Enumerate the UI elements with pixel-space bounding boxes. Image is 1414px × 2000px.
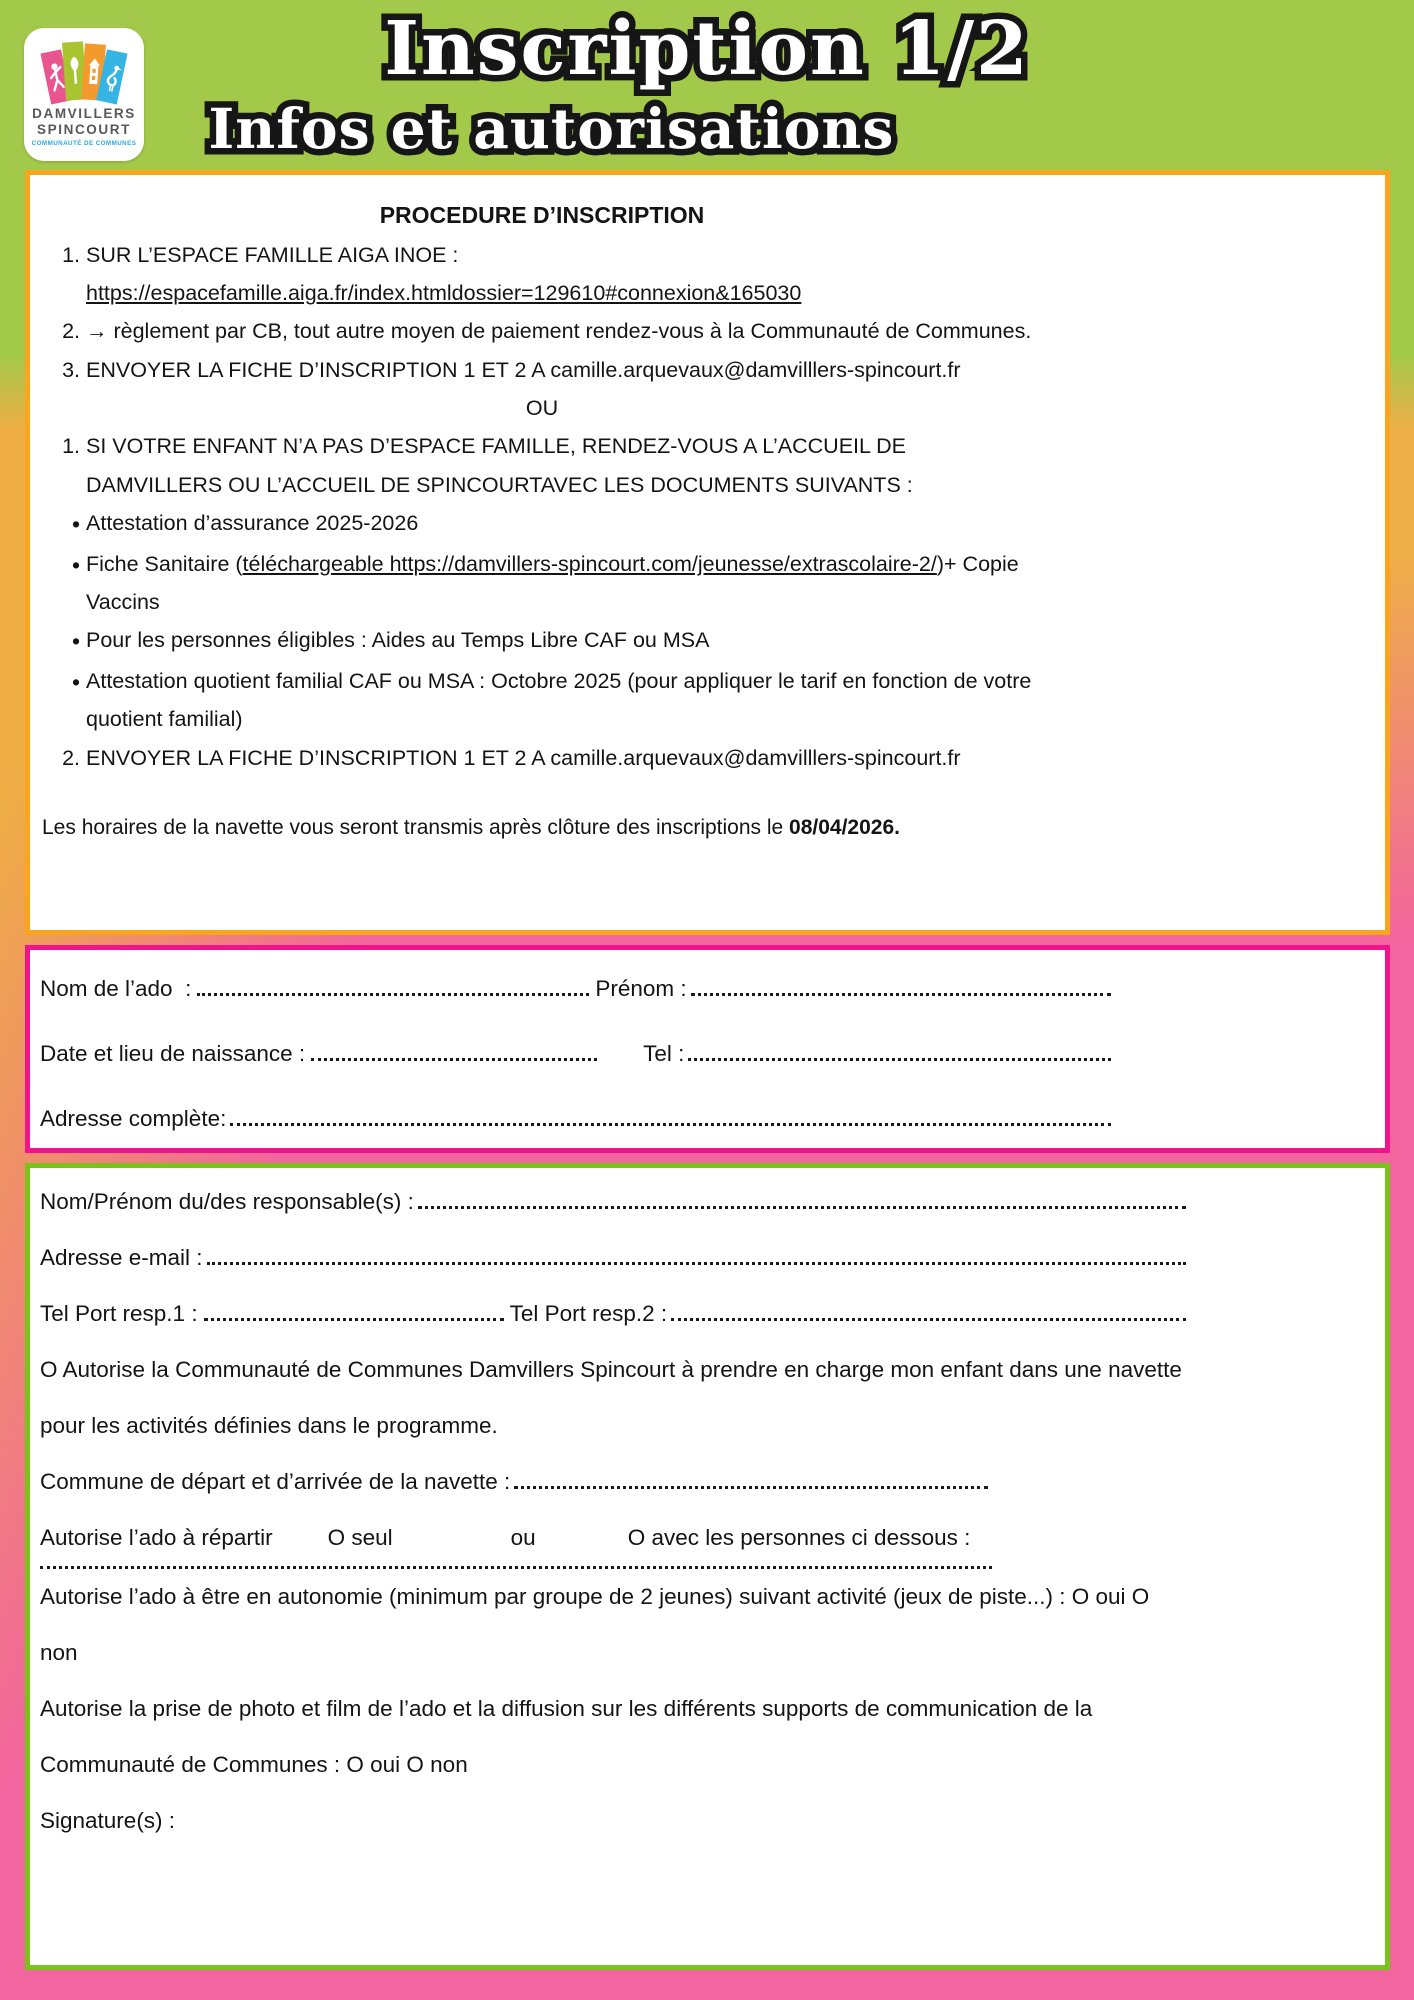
item-number: 1. bbox=[62, 434, 80, 459]
item-text: Fiche Sanitaire (téléchargeable https://damvillers-spincourt.com/jeunesse/extrascolaire-2/)+ Copie Vaccins bbox=[86, 551, 1019, 614]
child-firstname-fill-line bbox=[691, 993, 1111, 996]
birth-fill-line bbox=[311, 1058, 597, 1061]
list-item bbox=[42, 504, 1042, 545]
photo-authorisation-text: Autorise la prise de photo et film de l’ado et la diffusion sur les différents supports de communication de la Communauté de Communes : O oui O non bbox=[40, 1696, 1093, 1777]
item-text: Attestation d’assurance 2025-2026 bbox=[86, 510, 419, 535]
autonomy-authorisation-text: Autorise l’ado à être en autonomie (minimum par groupe de 2 jeunes) suivant activité (jeux de piste...) : O oui O non bbox=[40, 1584, 1150, 1665]
address-label: Adresse complète: bbox=[40, 1106, 227, 1131]
espace-famille-link[interactable]: https://espacefamille.aiga.fr/index.htmldossier=129610#connexion&165030 bbox=[86, 281, 802, 306]
logo-subtitle: COMMUNAUTÉ DE COMMUNES bbox=[31, 140, 137, 148]
item-text: ENVOYER LA FICHE D’INSCRIPTION 1 ET 2 A camille.arquevaux@damvilllers-spincourt.fr bbox=[86, 357, 961, 382]
item-text: → règlement par CB, tout autre moyen de paiement rendez-vous à la Communauté de Communes. bbox=[86, 319, 1032, 344]
option-seul: O seul bbox=[327, 1525, 393, 1550]
child-phone-fill-line bbox=[688, 1058, 1111, 1061]
item-number: 2. bbox=[62, 745, 80, 770]
item-number: 1. bbox=[62, 242, 80, 267]
closing-date: 08/04/2026. bbox=[789, 816, 900, 839]
child-lastname-fill-line bbox=[197, 993, 589, 996]
email-label: Adresse e-mail : bbox=[40, 1245, 203, 1270]
leave-alone-row bbox=[40, 1510, 1190, 1566]
shuttle-commune-row bbox=[40, 1454, 992, 1510]
item-text: SI VOTRE ENFANT N’A PAS D’ESPACE FAMILLE, RENDEZ-VOUS A L’ACCUEIL DE DAMVILLERS OU L’ACCUEIL DE SPINCOURTAVEC LES DOCUMENTS SUIVANTS : bbox=[86, 434, 913, 497]
bullet-icon: • bbox=[71, 628, 80, 655]
logo-name-line2: SPINCOURT bbox=[37, 122, 131, 138]
item-text: SUR L’ESPACE FAMILLE AIGA INOE : https://espacefamille.aiga.fr/index.htmldossier=129610#connexion&165030 bbox=[86, 242, 802, 306]
procedure-title: PROCEDURE D’INSCRIPTION bbox=[379, 202, 705, 228]
page-subtitle: Infos et autorisations Infos et autorisations bbox=[0, 96, 1103, 161]
bullet-icon: • bbox=[71, 669, 80, 696]
commune-fill-line bbox=[514, 1486, 988, 1489]
or-separator: OU bbox=[525, 396, 559, 420]
leave-alone-label: Autorise l’ado à répartir bbox=[40, 1525, 273, 1550]
tel1-label: Tel Port resp.1 : bbox=[40, 1301, 198, 1326]
responsables-row bbox=[40, 1174, 1190, 1230]
birth-row bbox=[40, 1021, 1115, 1086]
list-item bbox=[42, 427, 1042, 504]
name-row bbox=[40, 956, 1115, 1021]
list-item bbox=[42, 662, 1042, 739]
list-item bbox=[42, 312, 1042, 350]
item-text: Attestation quotient familial CAF ou MSA : Octobre 2025 (pour appliquer le tarif en fonction de votre quotient familial) bbox=[86, 669, 1032, 732]
email-fill-line bbox=[207, 1262, 1186, 1265]
list-item bbox=[42, 545, 1042, 622]
child-lastname-label: Nom de l’ado : bbox=[40, 976, 192, 1001]
address-fill-line bbox=[230, 1123, 1111, 1126]
item-text: Pour les personnes éligibles : Aides au Temps Libre CAF ou MSA bbox=[86, 628, 710, 653]
shuttle-authorisation-text: O Autorise la Communauté de Communes Damvillers Spincourt à prendre en charge mon enfant dans une navette pour les activités définies dans le programme. bbox=[40, 1357, 1182, 1438]
list-item bbox=[42, 236, 1042, 313]
guardian-box bbox=[25, 1163, 1390, 1970]
email-row bbox=[40, 1230, 1190, 1286]
shuttle-note: Les horaires de la navette vous seront transmis après clôture des inscriptions le 08/04/2026. bbox=[42, 816, 900, 839]
phones-row bbox=[40, 1286, 1190, 1342]
child-firstname-label: Prénom : bbox=[595, 976, 687, 1001]
logo-name-line1: DAMVILLERS bbox=[32, 106, 136, 121]
child-phone-label: Tel : bbox=[643, 1041, 685, 1066]
tel2-fill-line bbox=[671, 1318, 1186, 1321]
address-row bbox=[40, 1086, 1115, 1151]
list-item bbox=[42, 621, 1042, 662]
or-word: ou bbox=[510, 1525, 536, 1550]
procedure-box bbox=[25, 170, 1390, 935]
birth-label: Date et lieu de naissance : bbox=[40, 1041, 306, 1066]
fiche-sanitaire-link[interactable]: téléchargeable https://damvillers-spincourt.com/jeunesse/extrascolaire-2/ bbox=[242, 551, 937, 576]
list-item bbox=[42, 739, 1042, 777]
option-avec-personnes: O avec les personnes ci dessous : bbox=[627, 1525, 971, 1550]
responsables-fill-line bbox=[418, 1206, 1186, 1209]
page-title: Inscription 1/2 Inscription 1/2 bbox=[0, 6, 1414, 92]
child-info-box bbox=[25, 945, 1390, 1153]
item-text: ENVOYER LA FICHE D’INSCRIPTION 1 ET 2 A camille.arquevaux@damvilllers-spincourt.fr bbox=[86, 745, 961, 770]
list-item bbox=[42, 351, 1042, 389]
commune-label: Commune de départ et d’arrivée de la navette : bbox=[40, 1469, 511, 1494]
tel1-fill-line bbox=[204, 1318, 504, 1321]
tel2-label: Tel Port resp.2 : bbox=[509, 1301, 668, 1326]
responsables-label: Nom/Prénom du/des responsable(s) : bbox=[40, 1189, 414, 1214]
bullet-icon: • bbox=[71, 510, 80, 537]
signature-label: Signature(s) : bbox=[40, 1808, 176, 1833]
item-number: 2. bbox=[62, 319, 80, 344]
item-number: 3. bbox=[62, 357, 80, 382]
bullet-icon: • bbox=[71, 551, 80, 578]
